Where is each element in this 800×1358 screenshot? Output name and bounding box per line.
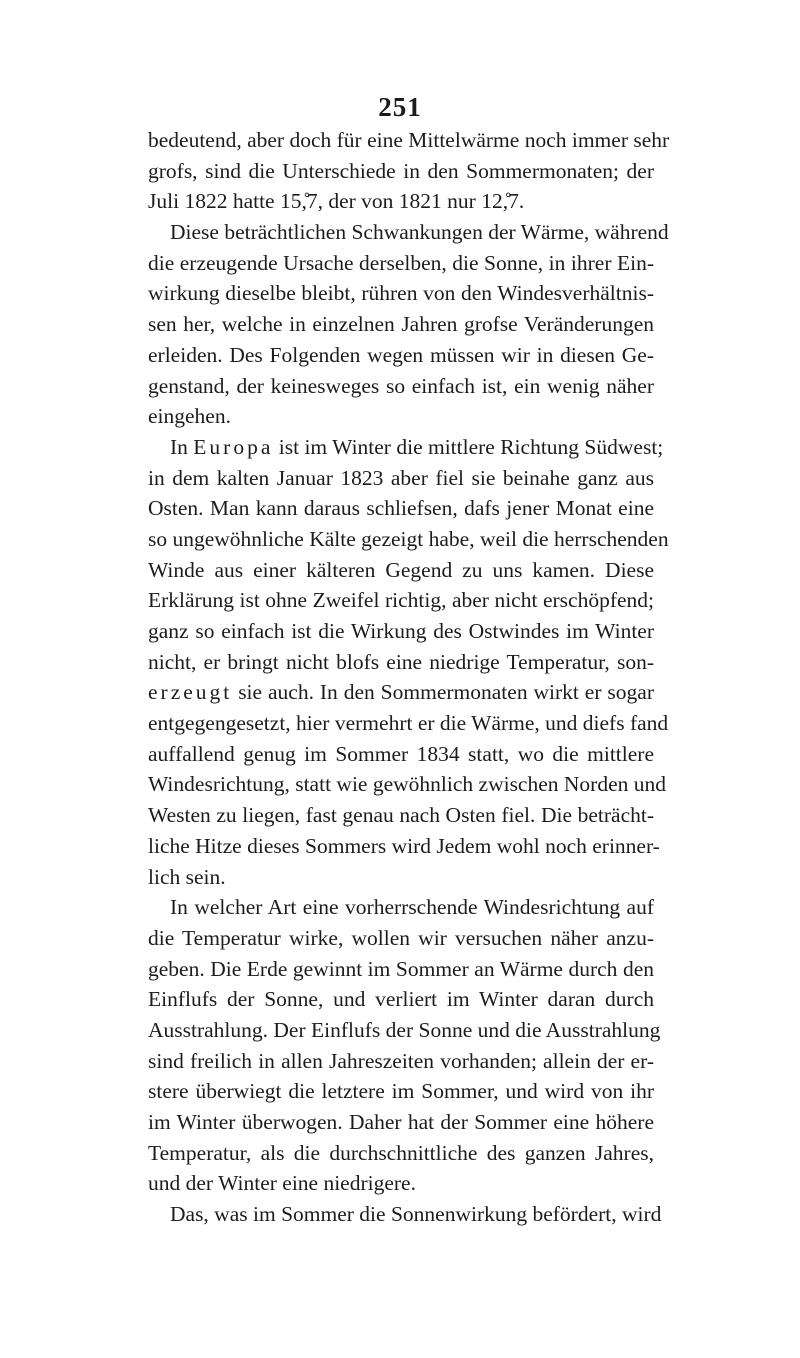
emphasized-word: Europa (193, 434, 274, 459)
text-line: wirkung dieselbe bleibt, rühren von den Windesverhältnis- (148, 281, 654, 306)
text-line: Windesrichtung, statt wie gewöhnlich zwischen Norden und (148, 772, 666, 797)
text-line (148, 432, 664, 463)
text-line: die Temperatur wirke, wollen wir versuchen näher anzu- (148, 925, 654, 950)
text-line: Ausstrahlung. Der Einflufs der Sonne und die Ausstrahlung (148, 1017, 661, 1042)
text-line: Erklärung ist ohne Zweifel richtig, aber nicht erschöpfend; (148, 588, 654, 613)
text-line: entgegengesetzt, hier vermehrt er die Wärme, und diefs fand (148, 711, 669, 736)
text-line: In welcher Art eine vorherrschende Windesrichtung auf (170, 895, 654, 920)
text-line: Juli 1822 hatte 15,̊7, der von 1821 nur 12,̊7. (148, 189, 525, 214)
text-fragment: In (170, 434, 194, 459)
text-line: Temperatur, als die durchschnittliche des ganzen Jahres, (148, 1140, 654, 1165)
text-line: die erzeugende Ursache derselben, die Sonne, in ihrer Ein- (148, 250, 654, 275)
text-line: im Winter überwogen. Daher hat der Sommer eine höhere (148, 1110, 654, 1134)
text-line (148, 677, 654, 708)
text-line: nicht, er bringt nicht blofs eine niedrige Temperatur, son- (148, 649, 654, 674)
text-line: stere überwiegt die letztere im Sommer, und wird von ihr (148, 1079, 654, 1104)
text-line: Osten. Man kann daraus schliefsen, dafs jener Monat eine (148, 496, 654, 521)
text-line: ganz so einfach ist die Wirkung des Ostwindes im Winter (148, 619, 654, 643)
page-number: 251 (378, 92, 422, 122)
text-line: eingehen. (148, 404, 231, 429)
text-line: grofs, sind die Unterschiede in den Sommermonaten; der (148, 158, 654, 183)
text-line: und der Winter eine niedrigere. (148, 1171, 416, 1196)
text-line: auffallend genug im Sommer 1834 statt, wo die mittlere (148, 741, 654, 766)
text-line: liche Hitze dieses Sommers wird Jedem wohl noch erinner- (148, 833, 660, 858)
text-line: geben. Die Erde gewinnt im Sommer an Wärme durch den (148, 956, 654, 981)
text-line: Das, was im Sommer die Sonnenwirkung befördert, wird (170, 1202, 662, 1227)
text-line: erleiden. Des Folgenden wegen müssen wir in diesen Ge- (148, 342, 654, 367)
text-line: sind freilich in allen Jahreszeiten vorhanden; allein der er- (148, 1048, 654, 1073)
text-line: Diese beträchtlichen Schwankungen der Wärme, während (170, 220, 669, 245)
body-text (148, 125, 670, 1230)
text-line: lich sein. (148, 864, 226, 889)
text-line: so ungewöhnliche Kälte gezeigt habe, weil die herrschenden (148, 526, 669, 551)
text-line: bedeutend, aber doch für eine Mittelwärme noch immer sehr (148, 128, 670, 152)
text-line: in dem kalten Januar 1823 aber fiel sie beinahe ganz aus (148, 465, 654, 490)
text-fragment: ist im Winter die mittlere Richtung Südwest; (273, 434, 664, 459)
text-line: Einflufs der Sonne, und verliert im Winter daran durch (148, 987, 654, 1012)
text-line: genstand, der keinesweges so einfach ist, ein wenig näher (148, 373, 654, 398)
text-line: Westen zu liegen, fast genau nach Osten fiel. Die beträcht- (148, 803, 654, 828)
emphasized-word: erzeugt (148, 680, 233, 705)
text-line: sen her, welche in einzelnen Jahren grofse Veränderungen (148, 312, 654, 337)
text-fragment: sie auch. In den Sommermonaten wirkt er sogar (232, 680, 654, 705)
text-line: Winde aus einer kälteren Gegend zu uns kamen. Diese (148, 557, 654, 582)
